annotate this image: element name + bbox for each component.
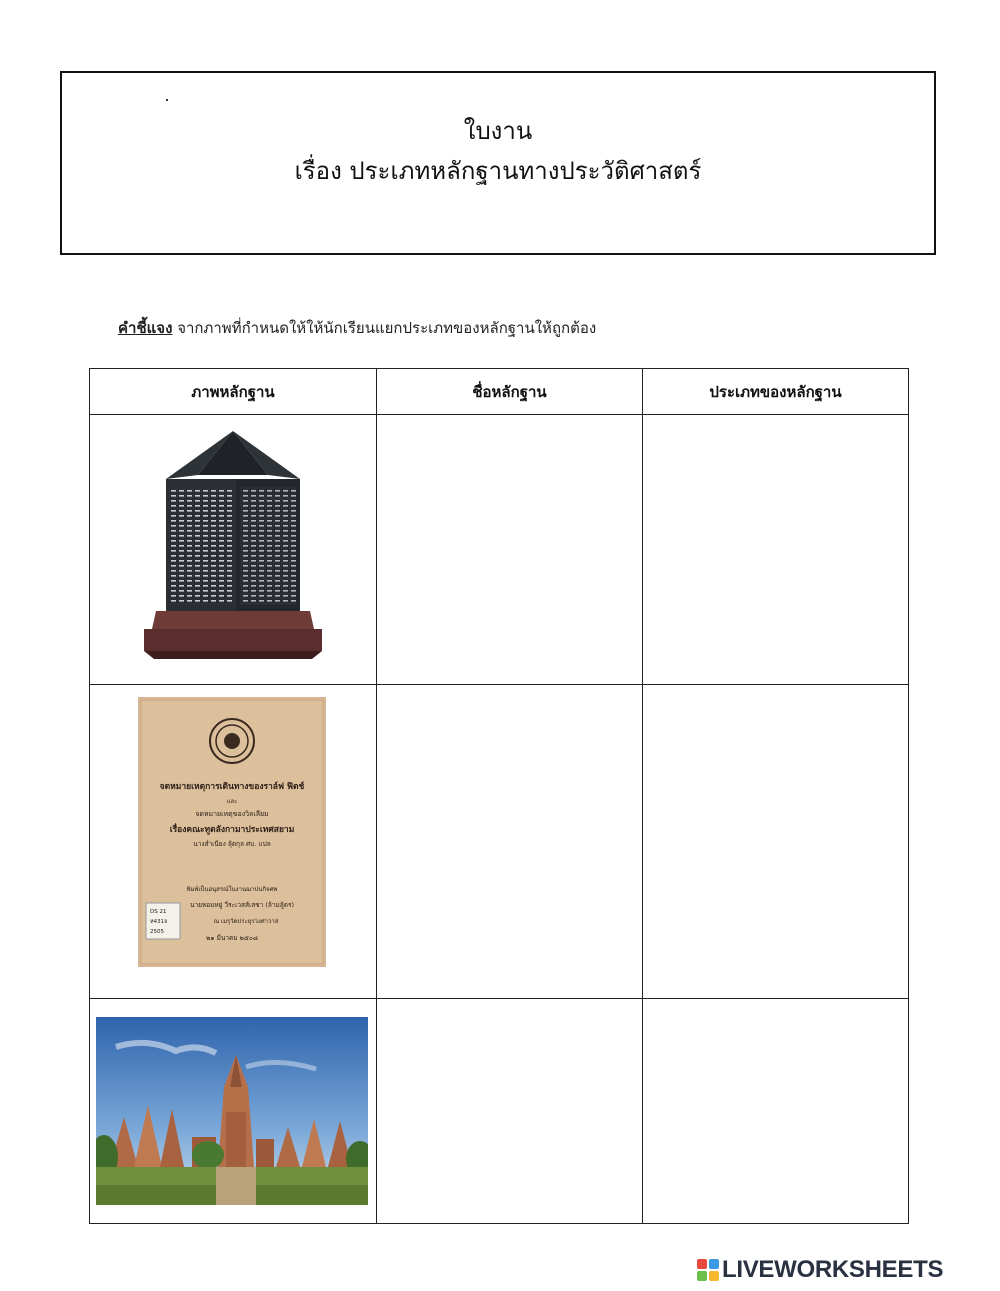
book-line: จดหมายเหตุการเดินทางของราล์ฟ ฟิตช์ — [159, 782, 305, 792]
table-row — [90, 415, 909, 685]
table-header-row — [90, 369, 909, 415]
sticker-line: DS 21 — [150, 909, 167, 915]
decorative-dot — [166, 99, 168, 101]
book-line: พิมพ์เป็นอนุสรณ์ในงานฌาปนกิจศพ — [186, 886, 278, 893]
evidence-image-cell — [90, 415, 377, 685]
table-row — [90, 685, 909, 999]
evidence-image-cell — [90, 685, 377, 999]
instructions — [118, 316, 596, 340]
logo-text: LIVEWORKSHEETS — [722, 1256, 944, 1283]
old-book-cover-image — [138, 697, 326, 967]
evidence-name-cell[interactable] — [377, 415, 643, 685]
evidence-name-cell[interactable] — [377, 999, 643, 1224]
page-subtitle: เรื่อง ประเภทหลักฐานทางประวัติศาสตร์ — [294, 157, 702, 185]
logo-blocks-icon — [697, 1259, 719, 1281]
column-header-image: ภาพหลักฐาน — [90, 369, 377, 415]
instructions-label: คำชี้แจง — [118, 319, 173, 337]
stone-inscription-image — [138, 429, 328, 669]
evidence-type-cell[interactable] — [643, 415, 909, 685]
evidence-image-cell — [90, 999, 377, 1224]
evidence-type-cell[interactable] — [643, 685, 909, 999]
book-line: และ — [226, 798, 238, 805]
instructions-text: จากภาพที่กำหนดให้ให้นักเรียนแยกประเภทของหลักฐานให้ถูกต้อง — [177, 319, 597, 337]
table-row — [90, 999, 909, 1224]
evidence-table — [89, 368, 909, 1224]
ancient-temple-ruins-image — [96, 1017, 368, 1205]
book-line: นายหอมหยู่ วีระเวสส์เสชา (ล้ามลู้ดร) — [190, 901, 294, 909]
page-title: ใบงาน — [463, 117, 533, 145]
emblem-icon — [210, 719, 254, 763]
book-line: ๒๑ มีนาคม ๒๕๐๘ — [206, 934, 258, 942]
evidence-type-cell[interactable] — [643, 999, 909, 1224]
column-header-type: ประเภทของหลักฐาน — [643, 369, 909, 415]
liveworksheets-logo — [697, 1257, 943, 1283]
sticker-line: 2505 — [150, 929, 164, 935]
column-header-name: ชื่อหลักฐาน — [377, 369, 643, 415]
book-line: ณ เมรุวัดประยุรวงศาวาส — [213, 918, 279, 925]
book-line: เรื่องคณะทูตลังกามาประเทศสยาม — [169, 825, 295, 835]
book-line: นางสำเนียง ลุ้ตกุล ศบ. แปล — [193, 840, 271, 848]
sticker-line: ห431จ — [150, 919, 168, 925]
library-sticker — [146, 903, 180, 939]
evidence-name-cell[interactable] — [377, 685, 643, 999]
title-box — [60, 71, 936, 255]
book-line: จดหมายเหตุของวิลเลียม — [195, 810, 269, 818]
